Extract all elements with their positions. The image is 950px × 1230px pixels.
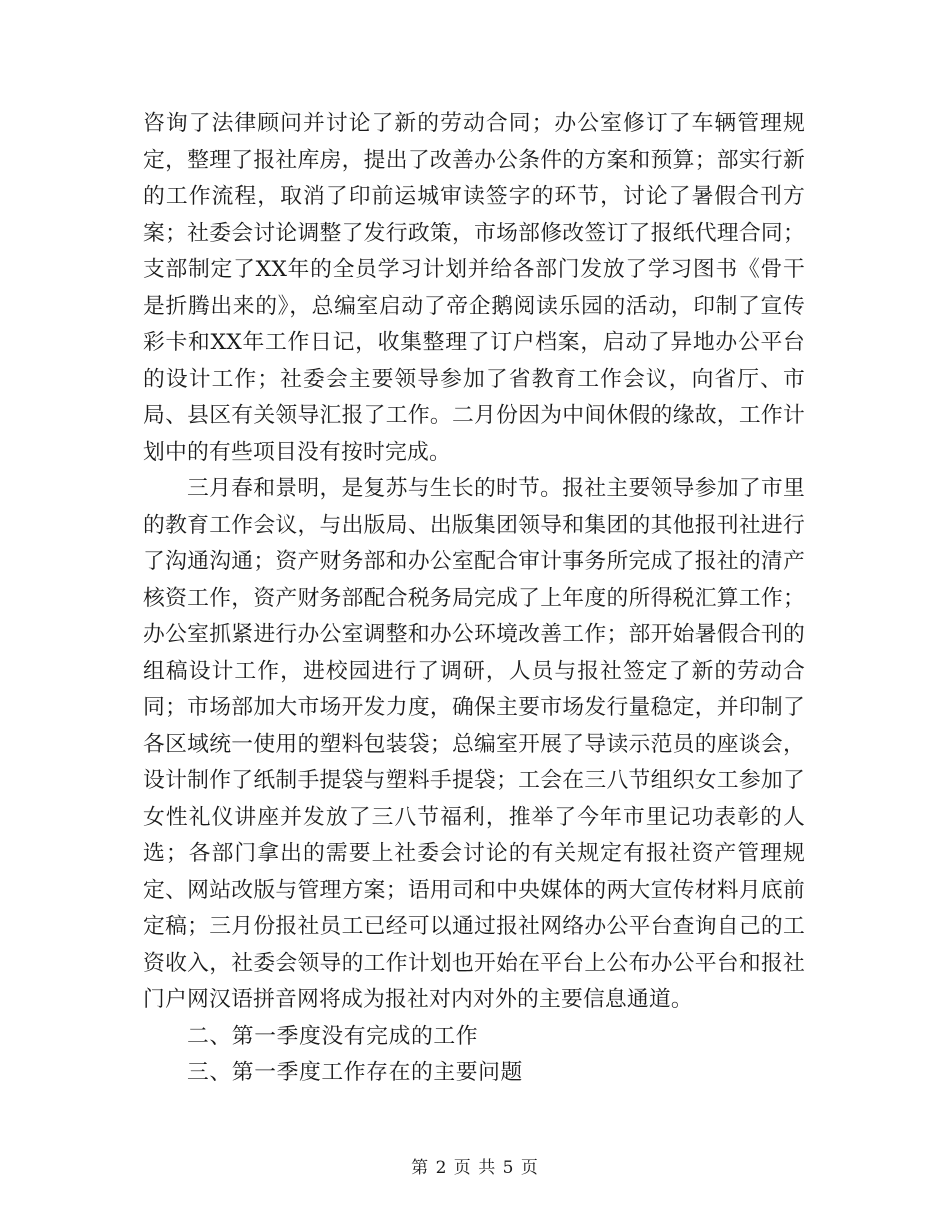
section-heading-main-problems: 三、第一季度工作存在的主要问题 xyxy=(187,1060,523,1085)
page-number-footer: 第 2 页 共 5 页 xyxy=(411,1158,539,1178)
body-paragraph-continued: 咨询了法律顾问并讨论了新的劳动合同；办公室修订了车辆管理规定，整理了报社库房，提出了改善办公条件的方案和预算；部实行新的工作流程，取消了印前运城审读签字的环节，讨论了暑假合刊方案；社委会讨论调整了发行政策，市场部修改签订了报纸代理合同；支部制定了XX年的全员学习计划并给各部门发放了学习图书《骨干是折腾出来的》，总编室启动了帝企鹅阅读乐园的活动，印制了宣传彩卡和XX年工作日记，收集整理了订户档案，启动了异地办公平台的设计工作；社委会主要领导参加了省教育工作会议，向省厅、市局、县区有关领导汇报了工作。二月份因为中间休假的缘故，工作计划中的有些项目没有按时完成。 xyxy=(143,111,805,465)
body-paragraph-march: 三月春和景明，是复苏与生长的时节。报社主要领导参加了市里的教育工作会议，与出版局、出版集团领导和集团的其他报刊社进行了沟通沟通；资产财务部和办公室配合审计事务所完成了报社的清产核资工作，资产财务部配合税务局完成了上年度的所得税汇算工作；办公室抓紧进行办公室调整和办公环境改善工作；部开始暑假合刊的组稿设计工作，进校园进行了调研，人员与报社签定了新的劳动合同；市场部加大市场开发力度，确保主要市场发行量稳定，并印制了各区域统一使用的塑料包装袋；总编室开展了导读示范员的座谈会，设计制作了纸制手提袋与塑料手提袋；工会在三八节组织女工参加了女性礼仪讲座并发放了三八节福利，推举了今年市里记功表彰的人选；各部门拿出的需要上社委会讨论的有关规定有报社资产管理规定、网站改版与管理方案；语用司和中央媒体的两大宣传材料月底前定稿；三月份报社员工已经可以通过报社网络办公平台查询自己的工资收入，社委会领导的工作计划也开始在平台上公布办公平台和报社门户网汉语拼音网将成为报社对内对外的主要信息通道。 xyxy=(143,476,805,1012)
document-body xyxy=(143,106,805,1092)
section-heading-unfinished-work: 二、第一季度没有完成的工作 xyxy=(187,1023,479,1049)
